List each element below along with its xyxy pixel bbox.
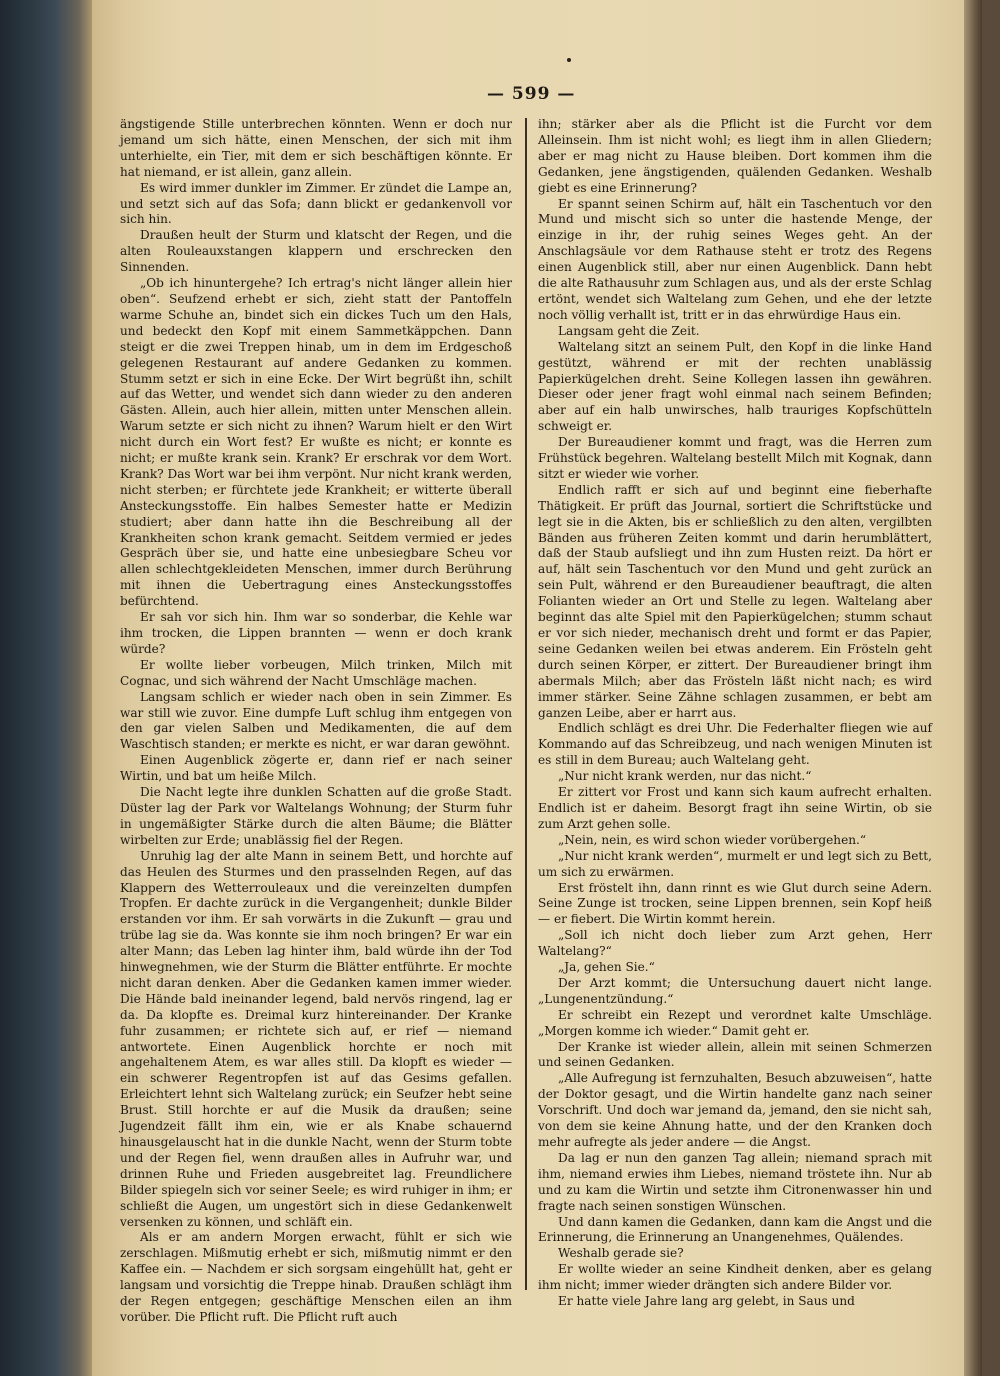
paragraph: Der Arzt kommt; die Untersuchung dauert nicht lange. „Lungenentzündung.“ xyxy=(538,975,932,1006)
page-number: — 599 — xyxy=(487,84,576,104)
paragraph: „Ob ich hinuntergehe? Ich ertrag's nicht länger allein hier oben“. Seufzend erhebt er sich, zieht statt der Pantoffeln warme Schuhe an, bindet sich ein dickes Tuch um den Hals, und bedeckt den Kopf mit einem Sammetkäppchen. Dann steigt er die zwei Treppen hinab, um in dem im Erdgeschoß gelegenen Restaurant auf andere Gedanken zu kommen. Stumm setzt er sich in eine Ecke. Der Wirt begrüßt ihn, schilt auf das Wetter, und wendet sich dann wieder zu den anderen Gästen. Allein, auch hier allein, mitten unter Menschen allein. Warum setzte er sich nicht zu ihnen? Warum hielt er den Wirt nicht durch ein Wort fest? Er wußte es nicht; er konnte es nicht; er mußte krank sein. Krank? Er erschrak vor dem Wort. Krank? Das Wort war bei ihm verpönt. Nur nicht krank werden, nicht sterben; er fürchtete jede Krankheit; er witterte überall Ansteckungsstoffe. Ein halbes Semester hatte er Medizin studiert; aber dann hatte ihn die Beschreibung all der Krankheiten schon krank gemacht. Seitdem vermied er jedes Gespräch über sie, und hatte eine unbesiegbare Scheu vor allen schlechtgekleideten Menschen, immer durch Berührung mit ihnen die Uebertragung eines Ansteckungsstoffes befürchtend. xyxy=(120,276,512,609)
paragraph: Die Nacht legte ihre dunklen Schatten auf die große Stadt. Düster lag der Park vor Waltelangs Wohnung; der Sturm fuhr in ungemäßigter Stärke durch die alten Bäume; die Blätter wirbelten zur Erde; unablässig fiel der Regen. xyxy=(120,785,512,847)
left-column xyxy=(120,117,512,1324)
paragraph: Er hatte viele Jahre lang arg gelebt, in Saus und xyxy=(558,1294,855,1309)
paragraph: Unruhig lag der alte Mann in seinem Bett, und horchte auf das Heulen des Sturmes und den prasselnden Regen, auf das Klappern des Wetterrouleaux und die vereinzelten dumpfen Tropfen. Er dachte zurück in die Vergangenheit; dunkle Bilder erstanden vor ihm. Er sah vorwärts in die Zukunft — grau und trübe lag sie da. Was konnte sie ihm noch bringen? Er war ein alter Mann; das Leben lag hinter ihm, bald würde ihn der Tod hinwegnehmen, wie der Sturm die Blätter entführte. Er mochte nicht daran denken. Aber die Gedanken kamen immer wieder. Die Hände bald ineinander legend, bald nervös ringend, lag er da. Da klopfte es. Dreimal kurz hintereinander. Der Kranke fuhr zusammen; er richtete sich auf, er rief — niemand antwortete. Einen Augenblick horchte er noch mit angehaltenem Atem, es war alles still. Da klopft es wieder — ein schwerer Regentropfen ist auf das Gesims gefallen. Erleichtert lehnt sich Waltelang zurück; ein Seufzer hebt seine Brust. Still horchte er auf die Musik da draußen; seine Jugendzeit fällt ihm ein, wie er als Knabe schauernd hinausgelauscht hat in die dunkle Nacht, wenn der Sturm tobte und der Regen fiel, wenn draußen alles in Aufruhr war, und drinnen Ruhe und Frieden ausgebreitet lag. Freundlichere Bilder spiegeln sich vor seiner Seele; es wird ruhiger in ihm; er schließt die Augen, um ungestört sich in diese Gedankenwelt versenken zu können, und schläft ein. xyxy=(120,848,512,1229)
paragraph: ängstigende Stille unterbrechen könnten. Wenn er doch nur jemand um sich hätte, einen Menschen, der sich mit ihm unterhielte, ein Tier, mit dem er sich beschäftigen könnte. Er hat niemand, er ist allein, ganz allein. xyxy=(120,117,512,179)
paragraph: „Alle Aufregung ist fernzuhalten, Besuch abzuweisen“, hatte der Doktor gesagt, und die Wirtin handelte ganz nach seiner Vorschrift. Und doch war jemand da, jemand, den sie nicht sah, von dem sie keine Ahnung hatte, und der den Kranken doch mehr aufregte als jeder andere — die Angst. xyxy=(538,1071,932,1149)
paragraph: ihn; stärker aber als die Pflicht ist die Furcht vor dem Alleinsein. Ihm ist nicht wohl; es liegt ihm in allen Gliedern; aber er mag nicht zu Hause bleiben. Dort kommen ihm die Gedanken, jene ängstigenden, quälenden Gedanken. Weshalb giebt es eine Erinnerung? xyxy=(538,117,932,195)
paragraph: Langsam geht die Zeit. xyxy=(558,323,700,338)
book-spine xyxy=(0,0,92,1376)
paragraph: „Soll ich nicht doch lieber zum Arzt gehen, Herr Waltelang?“ xyxy=(538,928,932,959)
paragraph: Er schreibt ein Rezept und verordnet kalte Umschläge. „Morgen komme ich wieder.“ Damit geht er. xyxy=(538,1007,932,1038)
page-edge xyxy=(964,0,982,1376)
paragraph: Er wollte lieber vorbeugen, Milch trinken, Milch mit Cognac, und sich während der Nacht Umschläge machen. xyxy=(120,657,512,688)
paragraph: Weshalb gerade sie? xyxy=(558,1246,684,1261)
paragraph: Als er am andern Morgen erwacht, fühlt er sich wie zerschlagen. Mißmutig erhebt er sich, mißmutig nimmt er den Kaffee ein. — Nachdem er sich sorgsam eingehüllt hat, geht er langsam und vorsichtig die Treppe hinab. Draußen schlägt ihm der Regen entgegen; geschäftige Menschen eilen an ihm vorüber. Die Pflicht ruft. Die Pflicht ruft auch xyxy=(120,1230,512,1324)
paragraph: „Nur nicht krank werden, nur das nicht.“ xyxy=(558,769,812,784)
paragraph: Endlich rafft er sich auf und beginnt eine fieberhafte Thätigkeit. Er prüft das Journal, sortiert die Schriftstücke und legt sie in die Akten, bis er schließlich zu den alten, vergilbten Bänden aus früheren Zeiten kommt und darin herumblättert, daß der Staub aufsliegt und ihn zum Husten reizt. Da hört er auf, hält sein Taschentuch vor den Mund und geht zurück an sein Pult, während er den Bureaudiener beauftragt, die alten Folianten wieder an Ort und Stelle zu legen. Waltelang aber beginnt das alte Spiel mit den Papierkügelchen; stumm schaut er vor sich nieder, mechanisch dreht und formt er das Papier, seine Gedanken weilen bei etwas anderem. Ein Frösteln geht durch seinen Körper, er zittert. Der Bureaudiener bringt ihm abermals Milch; aber das Frösteln läßt nicht nach; es wird immer stärker. Seine Zähne schlagen zusammen, er bebt am ganzen Leibe, aber er harrt aus. xyxy=(538,482,932,720)
paragraph: Erst fröstelt ihn, dann rinnt es wie Glut durch seine Adern. Seine Zunge ist trocken, seine Lippen brennen, sein Kopf heiß — er fiebert. Die Wirtin kommt herein. xyxy=(538,880,932,927)
paragraph: Waltelang sitzt an seinem Pult, den Kopf in die linke Hand gestützt, während er mit der rechten unablässig Papierkügelchen dreht. Seine Kollegen lassen ihn gewähren. Dieser oder jener fragt wohl einmal nach seinem Befinden; aber auf ein halb unwirsches, halb trauriges Kopfschütteln schweigt er. xyxy=(538,339,932,434)
paragraph: Draußen heult der Sturm und klatscht der Regen, und die alten Rouleauxstangen klappern und erschrecken den Sinnenden. xyxy=(120,228,512,275)
paragraph: Der Kranke ist wieder allein, allein mit seinen Schmerzen und seinen Gedanken. xyxy=(538,1039,932,1070)
paragraph: Da lag er nun den ganzen Tag allein; niemand sprach mit ihm, niemand erwies ihm Liebes, niemand tröstete ihn. Nur ab und zu kam die Wirtin und setzte ihm Citronenwasser hin und fragte nach seinen sonstigen Wünschen. xyxy=(538,1150,932,1213)
paragraph: Es wird immer dunkler im Zimmer. Er zündet die Lampe an, und setzt sich auf das Sofa; dann blickt er gedankenvoll vor sich hin. xyxy=(120,180,512,227)
right-column xyxy=(538,117,932,1309)
paragraph: Er sah vor sich hin. Ihm war so sonderbar, die Kehle war ihm trocken, die Lippen brannten — wenn er doch krank würde? xyxy=(120,610,512,656)
page-sheet xyxy=(92,0,982,1376)
column-divider xyxy=(525,118,527,1290)
paragraph: Endlich schlägt es drei Uhr. Die Federhalter fliegen wie auf Kommando auf das Schreibzeug, und nach wenigen Minuten ist es still in dem Bureau; auch Waltelang geht. xyxy=(538,721,932,768)
paragraph: „Ja, gehen Sie.“ xyxy=(558,960,655,975)
paragraph: „Nur nicht krank werden“, murmelt er und legt sich zu Bett, um sich zu erwärmen. xyxy=(538,848,932,879)
paragraph: Und dann kamen die Gedanken, dann kam die Angst und die Erinnerung, die Erinnerung an Unangenehmes, Quälendes. xyxy=(538,1214,932,1245)
paragraph: Er spannt seinen Schirm auf, hält ein Taschentuch vor den Mund und mischt sich so unter die hastende Menge, der einzige in ihr, der ruhig seines Weges geht. An der Anschlagsäule vor dem Rathause steht er trotz des Regens einen Augenblick still, aber nur einen Augenblick. Dann hebt die alte Rathausuhr zum Schlagen aus, und als der erste Schlag ertönt, wendet sich Waltelang zum Gehen, und ehe der letzte noch völlig verhallt ist, tritt er in das ehrwürdige Haus ein. xyxy=(538,196,932,322)
paragraph: Er zittert vor Frost und kann sich kaum aufrecht erhalten. Endlich ist er daheim. Besorgt fragt ihn seine Wirtin, ob sie zum Arzt gehen solle. xyxy=(538,785,932,831)
paragraph: Der Bureaudiener kommt und fragt, was die Herren zum Frühstück begehren. Waltelang bestellt Milch mit Kognak, dann sitzt er wieder wie vorher. xyxy=(538,435,932,481)
ink-dot xyxy=(567,58,571,62)
paragraph: Langsam schlich er wieder nach oben in sein Zimmer. Es war still wie zuvor. Eine dumpfe Luft schlug ihm entgegen von den gar vielen Salben und Medikamenten, die auf dem Waschtisch standen; er merkte es nicht, er war daran gewöhnt. xyxy=(120,689,512,752)
paragraph: „Nein, nein, es wird schon wieder vorübergehen.“ xyxy=(558,832,867,847)
paragraph: Einen Augenblick zögerte er, dann rief er nach seiner Wirtin, und bat um heiße Milch. xyxy=(120,753,512,784)
paragraph: Er wollte wieder an seine Kindheit denken, aber es gelang ihm nicht; immer wieder drängten sich andere Bilder vor. xyxy=(538,1262,932,1293)
